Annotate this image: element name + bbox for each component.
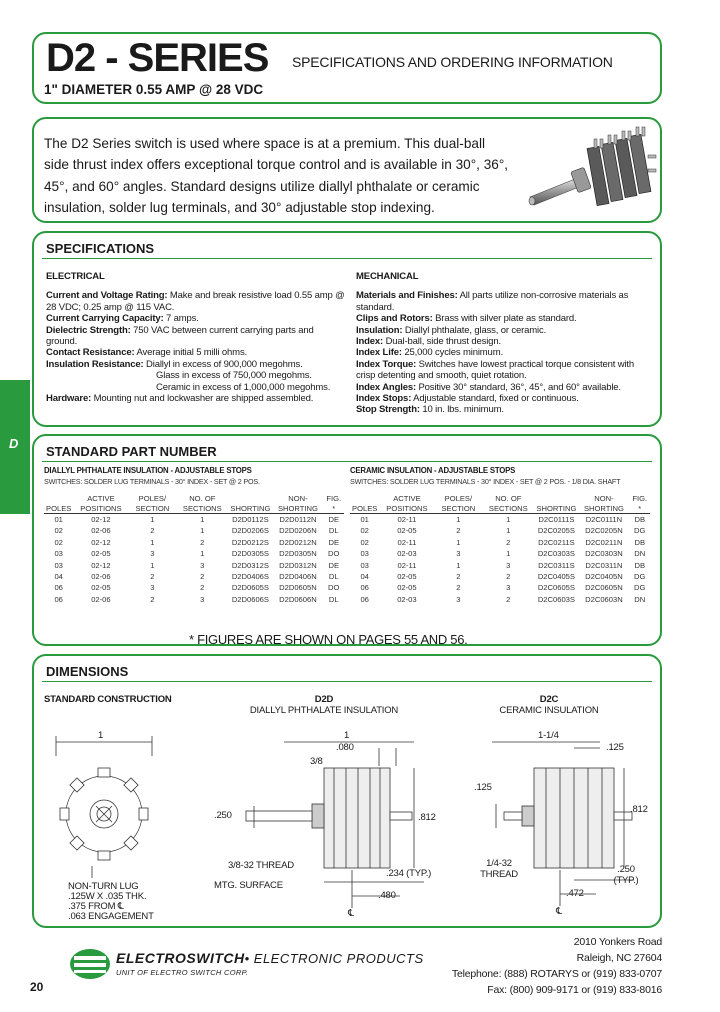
table-cell: 3	[200, 594, 205, 604]
electrical-specs	[46, 271, 346, 404]
intro-text: The D2 Series switch is used where space is at a premium. This dual-ball side thrust index offers exceptional torque control and is available in 30°, 36°, 45°, and 60° angles. Standard designs utilize diallyl phthalate or ceramic insulation, solder lug terminals, and 30° adjustable stop indexing.	[44, 136, 509, 215]
table-cell: 1	[456, 560, 461, 570]
table-cell: D2D0206S	[231, 526, 269, 536]
table-cell: 02	[360, 537, 369, 547]
d2d-dim-480: .480	[378, 890, 396, 901]
spec-line: Glass in excess of 750,000 megohms.	[156, 370, 312, 382]
table-cell: 2	[456, 572, 461, 582]
table-row	[350, 571, 650, 582]
address-line-2: Raleigh, NC 27604	[576, 952, 662, 964]
table-cell: 3	[200, 560, 205, 570]
spec-line: Index Torque: Switches have lowest practical torque consistent with crisp detenting and smooth, quiet rotation.	[356, 358, 635, 382]
fax: Fax: (800) 909-9171 or (919) 833-8016	[487, 984, 662, 996]
specifications-panel	[32, 231, 662, 427]
table-row	[44, 537, 344, 548]
table-cell: 03	[54, 560, 63, 570]
table-cell: 2	[506, 537, 511, 547]
table-cell: D2C0111S	[538, 515, 575, 524]
brand-name: ELECTROSWITCH• ELECTRONIC PRODUCTS	[116, 950, 424, 966]
table-cell: 3	[150, 583, 155, 593]
spec-line: Index: Dual-ball, side thrust design.	[356, 336, 501, 348]
diallyl-table-subheading: SWITCHES: SOLDER LUG TERMINALS - 30° INDEX - SET @ 2 POS.	[44, 477, 260, 486]
lug-callout: NON-TURN LUG .125W X .035 THK. .375 FROM ℄ .063 ENGAGEMENT	[68, 881, 154, 922]
table-cell: 03	[360, 549, 369, 559]
table-cell: 02-06	[91, 594, 111, 604]
table-cell: 2	[456, 583, 461, 593]
table-cell: D2D0312S	[231, 560, 269, 570]
table-cell: 02-12	[91, 537, 111, 547]
table-cell: D2D0606N	[279, 594, 317, 604]
column-header: POLES	[350, 494, 379, 514]
d2d-dim-38: 3/8	[310, 756, 323, 767]
ceramic-table-subheading: SWITCHES: SOLDER LUG TERMINALS - 30° INDEX - SET @ 2 POS. - 1/8 DIA. SHAFT	[350, 477, 621, 486]
table-row	[44, 594, 344, 605]
table-cell: 02-06	[91, 572, 111, 582]
mechanical-heading: MECHANICAL	[356, 271, 419, 282]
table-cell: 02-12	[91, 560, 111, 570]
table-cell: 02-03	[397, 549, 417, 559]
d2d-label: D2D DIALLYL PHTHALATE INSULATION	[249, 694, 399, 716]
table-cell: D2D0605S	[231, 583, 269, 593]
electrical-heading: ELECTRICAL	[46, 271, 105, 282]
column-header: FIG. *	[630, 494, 651, 514]
part-number-panel	[32, 434, 662, 646]
table-cell: 2	[506, 594, 511, 604]
table-cell: DG	[634, 583, 646, 593]
d2c-dim-125a: .125	[606, 742, 624, 753]
column-header: POLES/ SECTION	[129, 494, 177, 514]
table-cell: DO	[328, 549, 340, 559]
d2c-dim-472: .472	[566, 888, 584, 899]
section-divider	[42, 461, 652, 462]
table-row	[44, 525, 344, 536]
table-cell: 02-05	[397, 572, 417, 582]
table-row	[350, 548, 650, 559]
column-header: ACTIVE POSITIONS	[73, 494, 128, 514]
table-cell: D2C0311S	[538, 560, 575, 570]
table-cell: 1	[200, 515, 205, 524]
page-number: 20	[30, 980, 44, 994]
column-header: NO. OF SECTIONS	[482, 494, 534, 514]
page-subtitle: 1" DIAMETER 0.55 AMP @ 28 VDC	[44, 82, 264, 97]
table-cell: D2D0212N	[279, 537, 317, 547]
table-cell: DL	[328, 572, 339, 582]
table-cell: DN	[634, 594, 646, 604]
table-cell: 02-03	[397, 594, 417, 604]
table-cell: 1	[506, 549, 511, 559]
d2c-centerline: ℄	[556, 906, 562, 917]
table-cell: D2C0211S	[538, 537, 575, 547]
spec-line: Clips and Rotors: Brass with silver plate as standard.	[356, 313, 577, 325]
spec-line: Materials and Finishes: All parts utilize non-corrosive materials as standard.	[356, 290, 629, 313]
column-header: FIG. *	[324, 494, 345, 514]
table-cell: DO	[328, 583, 340, 593]
table-cell: 06	[54, 583, 63, 593]
table-cell: 01	[360, 515, 369, 524]
table-cell: D2D0112S	[232, 515, 269, 524]
diallyl-part-table	[44, 494, 344, 605]
spec-line: Index Life: 25,000 cycles minimum.	[356, 347, 503, 359]
table-cell: 06	[360, 583, 369, 593]
section-tab	[0, 380, 30, 514]
table-cell: D2C0303S	[537, 549, 575, 559]
specifications-title: SPECIFICATIONS	[46, 241, 155, 256]
table-cell: DL	[328, 526, 339, 536]
d2c-dim-250: .250 (TYP.)	[613, 864, 639, 886]
table-cell: 2	[200, 583, 205, 593]
page-title: D2 - SERIES	[46, 36, 269, 80]
table-cell: 02-12	[91, 515, 111, 524]
d2d-centerline: ℄	[348, 908, 354, 919]
table-row	[350, 560, 650, 571]
table-cell: D2C0111N	[585, 515, 623, 524]
table-cell: DE	[328, 560, 340, 570]
column-header: POLES/ SECTION	[435, 494, 483, 514]
table-cell: 02-05	[91, 549, 111, 559]
table-cell: D2C0303N	[585, 549, 623, 559]
table-cell: D2D0406N	[279, 572, 317, 582]
table-cell: D2C0405N	[585, 572, 623, 582]
d2d-dim-234: .234 (TYP.)	[386, 868, 432, 879]
table-cell: DL	[328, 594, 339, 604]
table-cell: 03	[360, 560, 369, 570]
table-cell: DG	[634, 572, 646, 582]
d2c-thread: 1/4-32 THREAD	[480, 858, 518, 880]
spec-line: Dielectric Strength: 750 VAC between current carrying parts and ground.	[46, 324, 314, 348]
table-cell: D2C0605N	[585, 583, 623, 593]
table-cell: D2D0406S	[231, 572, 269, 582]
table-cell: D2C0211N	[585, 537, 623, 547]
table-cell: 02	[54, 537, 63, 547]
column-header: NON- SHORTING	[578, 494, 629, 514]
table-cell: 1	[150, 515, 155, 524]
table-cell: 1	[200, 549, 205, 559]
table-cell: 2	[506, 572, 511, 582]
table-cell: 02-05	[91, 583, 111, 593]
table-cell: 2	[200, 572, 205, 582]
table-row	[350, 594, 650, 605]
part-number-title: STANDARD PART NUMBER	[46, 444, 217, 459]
spec-line: Current Carrying Capacity: 7 amps.	[46, 313, 199, 325]
table-row	[350, 537, 650, 548]
table-cell: 03	[54, 549, 63, 559]
telephone: Telephone: (888) ROTARYS or (919) 833-0707	[451, 968, 662, 980]
spec-line: Index Angles: Positive 30° standard, 36°, 45°, and 60° available.	[356, 381, 621, 393]
table-cell: 02-11	[397, 537, 417, 547]
d2d-dim-1: 1	[344, 730, 350, 741]
table-cell: D2C0405S	[537, 572, 575, 582]
table-cell: DB	[634, 515, 646, 524]
dimensions-title: DIMENSIONS	[46, 664, 129, 679]
spec-line: Stop Strength: 10 in. lbs. minimum.	[356, 404, 504, 416]
spec-line: Hardware: Mounting nut and lockwasher are shipped assembled.	[46, 393, 314, 405]
table-cell: 02-06	[91, 526, 111, 536]
table-cell: D2D0112N	[279, 515, 317, 524]
figures-note: * FIGURES ARE SHOWN ON PAGES 55 AND 56.	[189, 632, 468, 647]
table-row	[44, 548, 344, 559]
d2c-dim-114: 1-1/4	[538, 730, 559, 741]
table-cell: D2C0603S	[537, 594, 575, 604]
spec-line: Ceramic in excess of 1,000,000 megohms.	[156, 381, 331, 393]
address-line-1: 2010 Yonkers Road	[573, 936, 662, 948]
table-cell: 2	[200, 537, 205, 547]
table-cell: 3	[456, 549, 461, 559]
column-header: NO. OF SECTIONS	[176, 494, 228, 514]
table-cell: 1	[456, 515, 461, 524]
table-cell: D2D0606S	[231, 594, 269, 604]
section-divider	[42, 258, 652, 259]
spec-line: Index Stops: Adjustable standard, fixed or continuous.	[356, 393, 579, 405]
table-cell: 1	[456, 537, 461, 547]
diallyl-table-heading: DIALLYL PHTHALATE INSULATION - ADJUSTABLE STOPS	[44, 466, 252, 475]
table-cell: 01	[54, 515, 63, 524]
section-heading: SPECIFICATIONS AND ORDERING INFORMATION	[292, 54, 613, 70]
table-cell: D2C0205S	[537, 526, 575, 536]
table-cell: 02-05	[397, 583, 417, 593]
table-cell: D2D0206N	[279, 526, 317, 536]
rotary-switch-image	[528, 125, 658, 219]
table-cell: 1	[506, 526, 511, 536]
spec-line: Insulation Resistance: Diallyl in excess of 900,000 megohms.	[46, 358, 303, 370]
table-cell: 1	[506, 515, 511, 524]
table-cell: 02	[54, 526, 63, 536]
table-cell: 3	[150, 549, 155, 559]
table-cell: 2	[150, 526, 155, 536]
table-cell: 06	[54, 594, 63, 604]
table-cell: 02	[360, 526, 369, 536]
standard-construction-label: STANDARD CONSTRUCTION	[44, 694, 172, 705]
table-cell: 06	[360, 594, 369, 604]
brand-subtitle: UNIT OF ELECTRO SWITCH CORP.	[116, 968, 249, 977]
table-cell: 1	[150, 537, 155, 547]
column-header: SHORTING	[228, 494, 272, 514]
column-header: ACTIVE POSITIONS	[379, 494, 434, 514]
table-row	[44, 571, 344, 582]
spec-line: Current and Voltage Rating: Make and break resistive load 0.55 amp @ 28 VDC; 0.25 amp @ 115 VAC.	[46, 290, 345, 313]
table-cell: 02-11	[397, 560, 417, 570]
intro-panel	[32, 117, 662, 223]
table-cell: D2C0603N	[585, 594, 623, 604]
table-row	[350, 525, 650, 536]
title-panel	[32, 32, 662, 104]
table-cell: DG	[634, 526, 646, 536]
column-header: SHORTING	[534, 494, 578, 514]
table-cell: 1	[150, 560, 155, 570]
table-cell: 04	[54, 572, 63, 582]
section-tab-letter: D	[9, 436, 19, 451]
table-cell: DB	[634, 537, 646, 547]
d2d-dim-080: .080	[336, 742, 354, 753]
table-cell: 2	[150, 594, 155, 604]
table-cell: 04	[360, 572, 369, 582]
dim-1: 1	[98, 730, 104, 741]
d2d-dim-812: .812	[418, 812, 436, 823]
table-cell: 3	[506, 583, 511, 593]
table-cell: DE	[328, 537, 340, 547]
column-header: NON- SHORTING	[272, 494, 323, 514]
table-cell: D2C0205N	[585, 526, 623, 536]
table-row	[350, 582, 650, 593]
table-cell: 02-11	[397, 515, 417, 524]
table-cell: D2C0311N	[585, 560, 623, 570]
table-cell: 2	[150, 572, 155, 582]
table-cell: D2C0605S	[537, 583, 575, 593]
table-cell: 3	[456, 594, 461, 604]
table-cell: D2D0605N	[279, 583, 317, 593]
ceramic-table-heading: CERAMIC INSULATION - ADJUSTABLE STOPS	[350, 466, 516, 475]
column-header: POLES	[44, 494, 73, 514]
table-cell: D2D0305N	[279, 549, 317, 559]
table-cell: 2	[456, 526, 461, 536]
d2d-mtg-surface: MTG. SURFACE	[214, 880, 283, 891]
table-cell: 1	[200, 526, 205, 536]
table-row	[350, 514, 650, 526]
d2c-label: D2C CERAMIC INSULATION	[499, 694, 599, 716]
table-cell: DN	[634, 549, 646, 559]
d2d-dim-250: .250	[214, 810, 232, 821]
table-row	[44, 582, 344, 593]
table-cell: D2D0305S	[231, 549, 269, 559]
mechanical-specs	[356, 271, 654, 416]
d2d-thread: 3/8-32 THREAD	[228, 860, 294, 871]
table-cell: D2D0312N	[279, 560, 317, 570]
table-cell: 02-05	[397, 526, 417, 536]
table-cell: DB	[634, 560, 646, 570]
table-row	[44, 560, 344, 571]
table-row	[44, 514, 344, 526]
table-cell: 3	[506, 560, 511, 570]
spec-line: Contact Resistance: Average initial 5 milli ohms.	[46, 347, 248, 359]
dimensions-panel	[32, 654, 662, 928]
ceramic-part-table	[350, 494, 650, 605]
table-cell: DE	[328, 515, 340, 524]
d2c-dim-125b: .125	[474, 782, 492, 793]
table-cell: D2D0212S	[231, 537, 269, 547]
spec-line: Insulation: Diallyl phthalate, glass, or ceramic.	[356, 324, 547, 336]
d2c-dim-812: .812	[630, 804, 648, 815]
